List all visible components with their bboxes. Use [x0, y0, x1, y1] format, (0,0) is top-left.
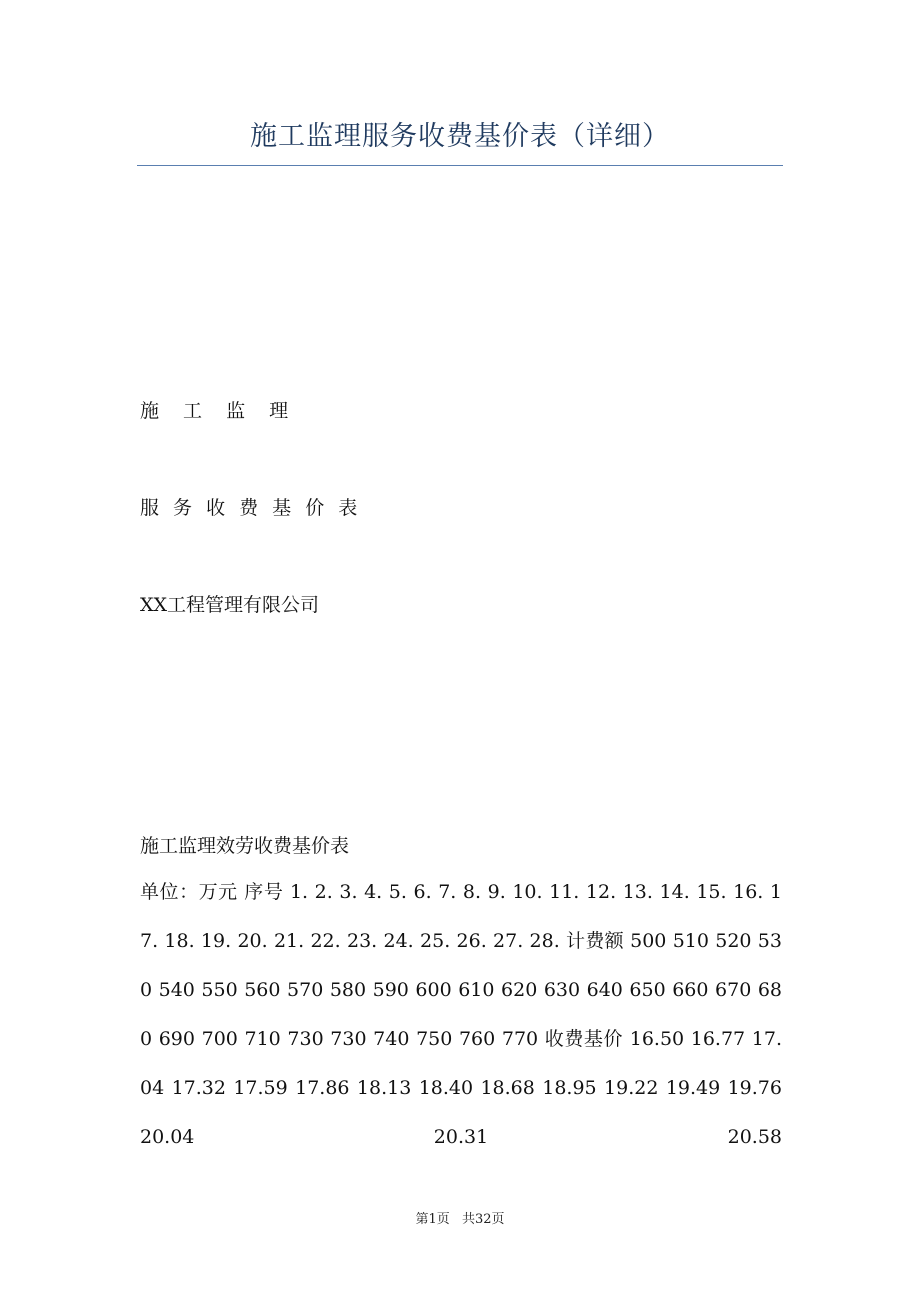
cover-line-2: 服 务 收 费 基 价 表 — [140, 497, 358, 519]
page-number: 第1页 — [415, 1212, 450, 1227]
cover-line-1: 施 工 监 理 — [140, 400, 289, 422]
document-title: 施工监理服务收费基价表（详细） — [250, 121, 670, 152]
title-divider — [137, 165, 783, 166]
section-heading: 施工监理效劳收费基价表 — [140, 835, 350, 857]
company-name: XX工程管理有限公司 — [140, 594, 320, 616]
page-total: 共32页 — [461, 1212, 505, 1227]
section-body: 单位：万元 序号 1. 2. 3. 4. 5. 6. 7. 8. 9. 10. 11. 12. 13. 14. 15. 16. 17. 18. 19. 20. 21. 22. 23. 24. 25. 26. 27. 28. 计费额 500 510 520 530 540 550 560 570 580 590 600 610 620 630 640 650 660 670 680 690 700 710 730 730 740 750 760 770 收费基价 16.50 16.77 17.04 17.32 17.59 17.86 18.13 18.40 18.68 18.95 19.22 19.49 19.76 20.04 20.31 20.58 — [140, 881, 782, 1148]
page-footer — [0, 1208, 920, 1227]
